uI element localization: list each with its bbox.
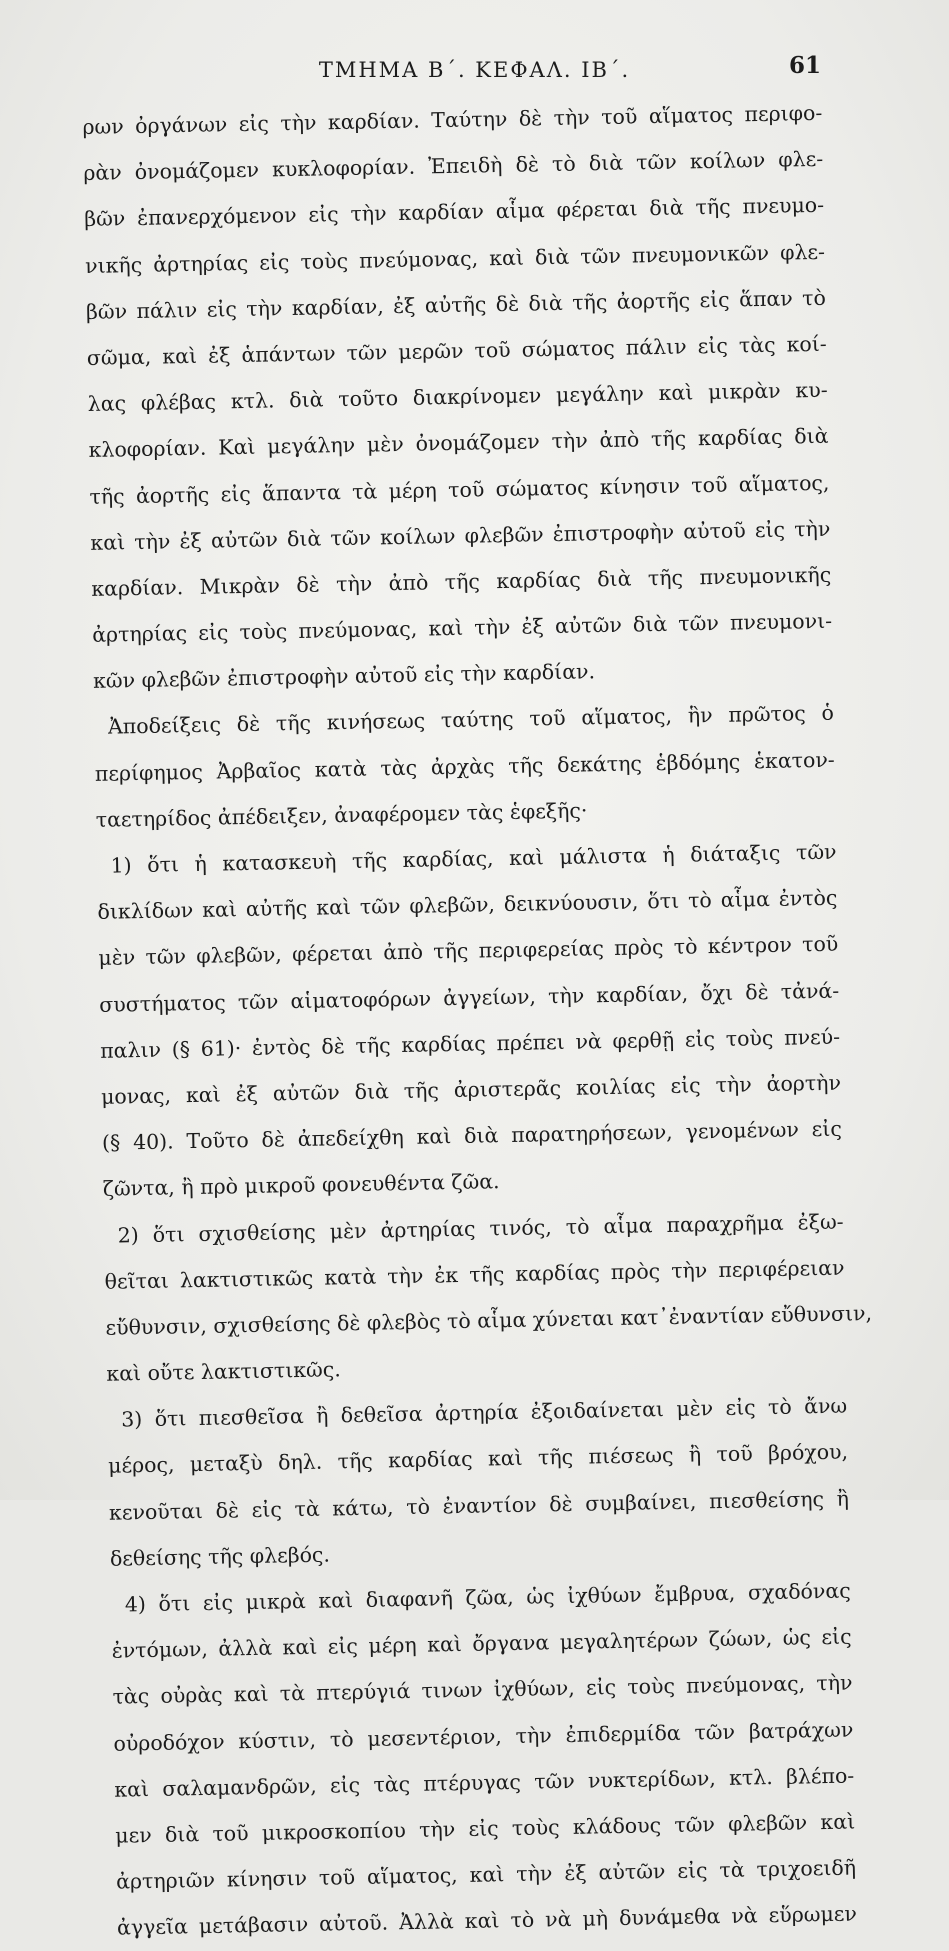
text-line: τῆς ἀορτῆς εἰς ἅπαντα τὰ μέρη τοῦ σώματος κίνησιν τοῦ αἵματος, xyxy=(89,470,830,509)
text-line: νικῆς ἀρτηρίας εἰς τοὺς πνεύμονας, καὶ διὰ τῶν πνευμονικῶν φλε- xyxy=(84,239,826,278)
text-line: ταετηρίδος ἀπέδειξεν, ἀναφέρομεν τὰς ἑφεξῆς· xyxy=(95,798,588,832)
text-line: καὶ σαλαμανδρῶν, εἰς τὰς πτέρυγας τῶν νυκτερίδων, κτλ. βλέπο- xyxy=(114,1763,855,1802)
text-line: εὔθυνσιν, σχισθείσης δὲ φλεβὸς τὸ αἷμα χύνεται κατ᾿ἐναντίαν εὔθυνσιν, xyxy=(105,1300,873,1340)
text-line: λας φλέβας κτλ. διὰ τοῦτο διακρίνομεν μεγάλην καὶ μικρὰν κυ- xyxy=(87,377,828,417)
text-line: μονας, καὶ ἐξ αὐτῶν διὰ τῆς ἀριστερᾶς κοιλίας εἰς τὴν ἀορτὴν xyxy=(100,1070,842,1109)
text-line: σῶμα, καὶ ἐξ ἁπάντων τῶν μερῶν τοῦ σώματος πάλιν εἰς τὰς κοί- xyxy=(86,331,827,370)
text-line: περίφημος Ἀρβαῖος κατὰ τὰς ἀρχὰς τῆς δεκάτης ἑβδόμης ἑκατον- xyxy=(94,747,835,786)
text-line: κῶν φλεβῶν ἐπιστροφὴν αὐτοῦ εἰς τὴν καρδίαν. xyxy=(92,659,596,694)
text-line: 1) ὅτι ἡ κατασκευὴ τῆς καρδίας, καὶ μάλιστα ἡ διάταξις τῶν xyxy=(110,839,837,878)
text-line: 2) ὅτι σχισθείσης μὲν ἀρτηρίας τινός, τὸ αἷμα παραχρῆμα ἐξω- xyxy=(117,1209,844,1248)
page-header xyxy=(0,52,949,92)
text-line: κλοφορίαν. Καὶ μεγάλην μὲν ὀνομάζομεν τὴν ἀπὸ τῆς καρδίας διὰ xyxy=(88,424,829,463)
text-line: οὐροδόχον κύστιν, τὸ μεσεντέριον, τὴν ἐπιδερμίδα τῶν βατράχων xyxy=(113,1717,854,1756)
text-line: ἀρτηριῶν κίνησιν τοῦ αἵματος, καὶ τὴν ἐξ αὐτῶν εἰς τὰ τριχοειδῆ xyxy=(115,1855,857,1894)
text-line: βῶν πάλιν εἰς τὴν καρδίαν, ἐξ αὐτῆς δὲ διὰ τῆς ἀορτῆς εἰς ἅπαν τὸ xyxy=(85,285,827,324)
text-line: ἐντόμων, ἀλλὰ καὶ εἰς μέρη καὶ ὄργανα μεγαλητέρων ζώων, ὡς εἰς xyxy=(111,1624,852,1663)
text-line: ζῶντα, ἢ πρὸ μικροῦ φονευθέντα ζῶα. xyxy=(102,1169,500,1202)
text-line: καὶ οὔτε λακτιστικῶς. xyxy=(106,1357,341,1386)
text-line: δικλίδων καὶ αὐτῆς καὶ τῶν φλεβῶν, δεικνύουσιν, ὅτι τὸ αἷμα ἐντὸς xyxy=(97,885,838,925)
body-text xyxy=(82,90,873,1951)
text-line: 3) ὅτι πιεσθεῖσα ἢ δεθεῖσα ἀρτηρία ἐξοιδαίνεται μὲν εἰς τὸ ἄνω xyxy=(121,1393,848,1432)
text-line: παλιν (§ 61)· ἐντὸς δὲ τῆς καρδίας πρέπει νὰ φερθῇ εἰς τοὺς πνεύ- xyxy=(99,1024,841,1063)
page-number: 61 xyxy=(788,52,821,79)
running-head: ΤΜΗΜΑ Β΄. ΚΕΦΑΛ. ΙΒ΄. xyxy=(318,58,631,82)
text-line: θεῖται λακτιστικῶς κατὰ τὴν ἐκ τῆς καρδίας πρὸς τὴν περιφέρειαν xyxy=(104,1255,845,1294)
text-line: 4) ὅτι εἰς μικρὰ καὶ διαφανῆ ζῶα, ὡς ἰχθύων ἔμβρυα, σχαδόνας xyxy=(124,1578,851,1617)
text-line: (§ 40). Τοῦτο δὲ ἀπεδείχθη καὶ διὰ παρατηρήσεων, γενομένων εἰς xyxy=(101,1116,843,1155)
text-line: μὲν τῶν φλεβῶν, φέρεται ἀπὸ τῆς περιφερείας πρὸς τὸ κέντρον τοῦ xyxy=(98,932,839,971)
text-line: ἀγγεῖα μετάβασιν αὐτοῦ. Ἀλλὰ καὶ τὸ νὰ μὴ δυνάμεθα νὰ εὕρωμεν xyxy=(116,1901,858,1940)
text-line: μέρος, μεταξὺ δηλ. τῆς καρδίας καὶ τῆς πιέσεως ἢ τοῦ βρόχου, xyxy=(107,1439,849,1479)
text-line: κενοῦται δὲ εἰς τὰ κάτω, τὸ ἐναντίον δὲ συμβαίνει, πιεσθείσης ἢ xyxy=(108,1486,850,1525)
text-line: βῶν ἐπανερχόμενον εἰς τὴν καρδίαν αἷμα φέρεται διὰ τῆς πνευμο- xyxy=(83,193,825,232)
text-line: καὶ τὴν ἐξ αὐτῶν διὰ τῶν κοίλων φλεβῶν ἐπιστροφὴν αὐτοῦ εἰς τὴν xyxy=(90,516,831,555)
text-line: καρδίαν. Μικρὰν δὲ τὴν ἀπὸ τῆς καρδίας διὰ τῆς πνευμονικῆς xyxy=(91,562,832,601)
text-line: μεν διὰ τοῦ μικροσκοπίου τὴν εἰς τοὺς κλάδους τῶν φλεβῶν καὶ xyxy=(115,1809,856,1848)
text-line: Ἀποδείξεις δὲ τῆς κινήσεως ταύτης τοῦ αἵματος, ἣν πρῶτος ὁ xyxy=(107,701,835,740)
text-line: ἀρτηρίας εἰς τοὺς πνεύμονας, καὶ τὴν ἐξ αὐτῶν διὰ τῶν πνευμονι- xyxy=(91,608,833,647)
text-line: δεθείσης τῆς φλεβός. xyxy=(109,1542,331,1571)
text-line: τὰς οὐρὰς καὶ τὰ πτερύγιά τινων ἰχθύων, εἰς τοὺς πνεύμονας, τὴν xyxy=(112,1670,853,1710)
text-line: ρὰν ὀνομάζομεν κυκλοφορίαν. Ἐπειδὴ δὲ τὸ διὰ τῶν κοίλων φλε- xyxy=(83,146,824,186)
text-line: ρων ὀργάνων εἰς τὴν καρδίαν. Ταύτην δὲ τὴν τοῦ αἵματος περιφο- xyxy=(82,100,823,139)
text-line: συστήματος τῶν αἱματοφόρων ἀγγείων, τὴν καρδίαν, ὄχι δὲ τἀνά- xyxy=(99,978,840,1017)
